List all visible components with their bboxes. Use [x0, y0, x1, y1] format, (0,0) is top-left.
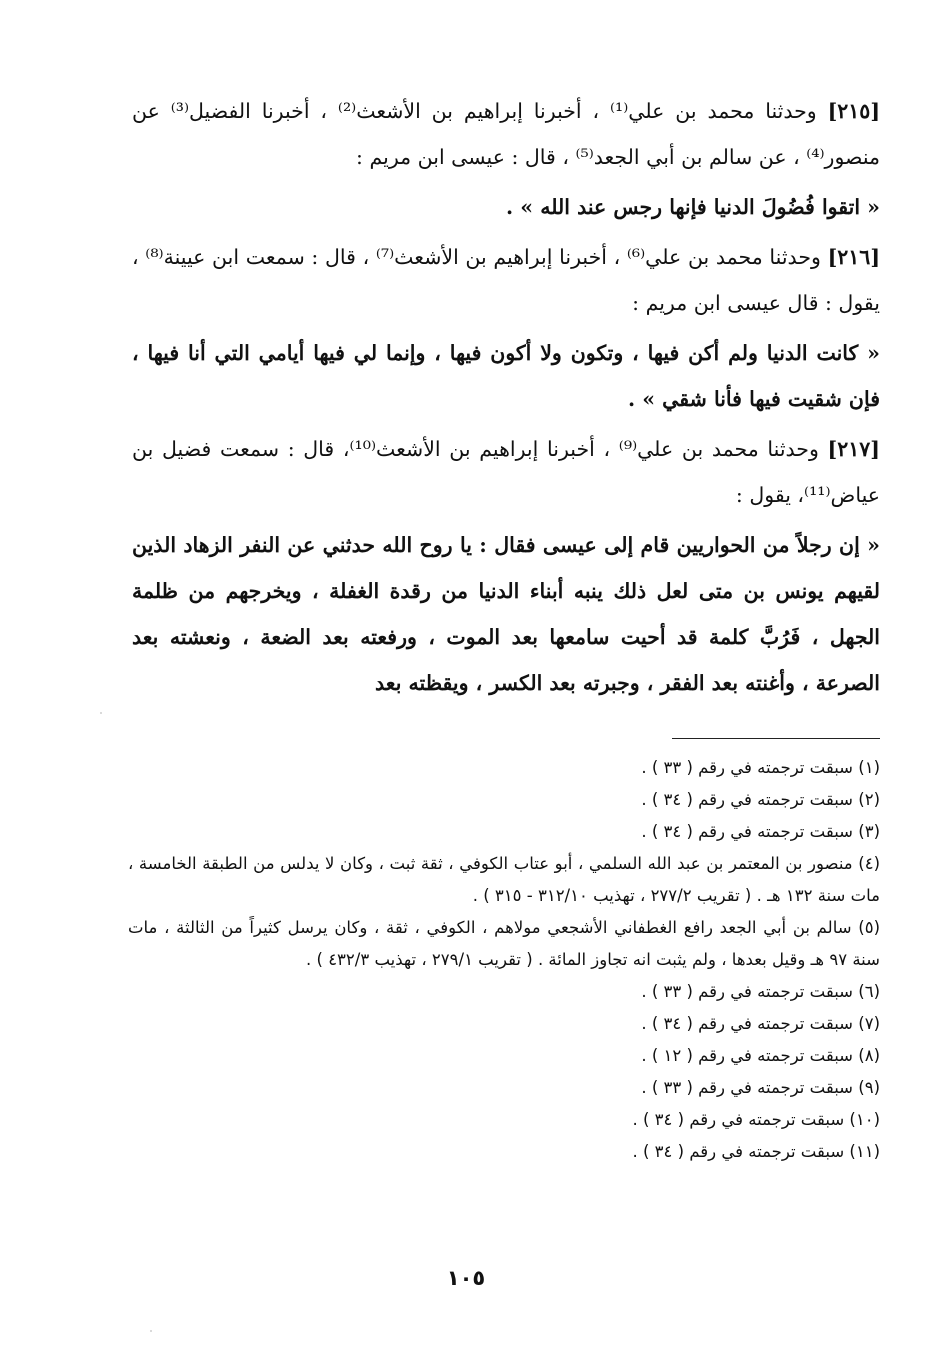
entry-number: [٢١٦] [827, 245, 881, 269]
entry-chain-text: وحدثنا محمد بن علي⁽¹⁾ ، أخبرنا إبراهيم بن الأشعث⁽²⁾ ، أخبرنا الفضيل⁽³⁾ عن منصور⁽⁴⁾ ، عن سالم بن أبي الجعد⁽⁵⁾ ، قال : عيسى ابن مريم : [132, 99, 880, 169]
entry-216 [132, 234, 880, 326]
footnote-7: (٧) سبقت ترجمته في رقم ( ٣٤ ) . [641, 1014, 880, 1033]
footnote-8: (٨) سبقت ترجمته في رقم ( ١٢ ) . [641, 1046, 880, 1065]
footnote-1: (١) سبقت ترجمته في رقم ( ٣٣ ) . [641, 758, 880, 777]
scan-speck [150, 1330, 152, 1332]
footnotes-section [128, 752, 880, 1168]
entry-chain-text: وحدثنا محمد بن علي⁽⁹⁾ ، أخبرنا إبراهيم بن الأشعث⁽¹⁰⁾، قال : سمعت فضيل بن عياض⁽¹¹⁾، يقول : [132, 437, 880, 507]
scan-speck [100, 712, 102, 714]
page-number: ١٠٥ [446, 1266, 486, 1290]
footnote-2: (٢) سبقت ترجمته في رقم ( ٣٤ ) . [641, 790, 880, 809]
footnote-11: (١١) سبقت ترجمته في رقم ( ٣٤ ) . [632, 1142, 880, 1161]
footnote-5: (٥) سالم بن أبي الجعد رافع الغطفاني الأشجعي مولاهم ، الكوفي ، ثقة ، وكان يرسل كثيراً من الثالثة ، مات سنة ٩٧ هـ وقيل بعدها ، ولم يثبت انه تجاوز المائة . ( تقريب ٢٧٩/١ ، تهذيب ٤٣٢/٣ ) . [128, 918, 880, 969]
footnote-10: (١٠) سبقت ترجمته في رقم ( ٣٤ ) . [632, 1110, 880, 1129]
footnote-6: (٦) سبقت ترجمته في رقم ( ٣٣ ) . [641, 982, 880, 1001]
footnote-3: (٣) سبقت ترجمته في رقم ( ٣٤ ) . [641, 822, 880, 841]
entry-215-quote [132, 184, 880, 230]
footnote-9: (٩) سبقت ترجمته في رقم ( ٣٣ ) . [641, 1078, 880, 1097]
entry-217-quote [132, 522, 880, 706]
footnote-4: (٤) منصور بن المعتمر بن عبد الله السلمي ، أبو عتاب الكوفي ، ثقة ثبت ، وكان لا يدلس من الطبقة الخامسة ، مات سنة ١٣٢ هـ . ( تقريب ٢٧٧/٢ ، تهذيب ٣١٢/١٠ - ٣١٥ ) . [128, 854, 880, 905]
footnote-divider [672, 738, 880, 739]
entry-216-quote [132, 330, 880, 422]
quote-text: « كانت الدنيا ولم أكن فيها ، وتكون ولا أكون فيها ، وإنما لي فيها أيامي التي أنا فيها ، فإن شقيت فيها فأنا شقي » . [132, 341, 880, 411]
main-text-body [132, 88, 880, 710]
entry-number: [٢١٥] [827, 99, 881, 123]
quote-text: « إن رجلاً من الحواريين قام إلى عيسى فقال : يا روح الله حدثني عن النفر الزهاد الذين لقيهم يونس بن متى لعل ذلك ينبه أبناء الدنيا من رقدة الغفلة ، ويخرجهم من ظلمة الجهل ، فَرُبَّ كلمة قد أحيت سامعها بعد الموت ، ورفعته بعد الضعة ، ونعشته بعد الصرعة ، وأغنته بعد الفقر ، وجبرته بعد الكسر ، ويقظته بعد [132, 533, 880, 695]
quote-text: « اتقوا فُضُولَ الدنيا فإنها رجس عند الله » . [505, 195, 880, 219]
entry-215 [132, 88, 880, 180]
entry-217 [132, 426, 880, 518]
entry-chain-text: وحدثنا محمد بن علي⁽⁶⁾ ، أخبرنا إبراهيم بن الأشعث⁽⁷⁾ ، قال : سمعت ابن عيينة⁽⁸⁾ ، يقول : قال عيسى ابن مريم : [132, 245, 880, 315]
entry-number: [٢١٧] [827, 437, 880, 461]
